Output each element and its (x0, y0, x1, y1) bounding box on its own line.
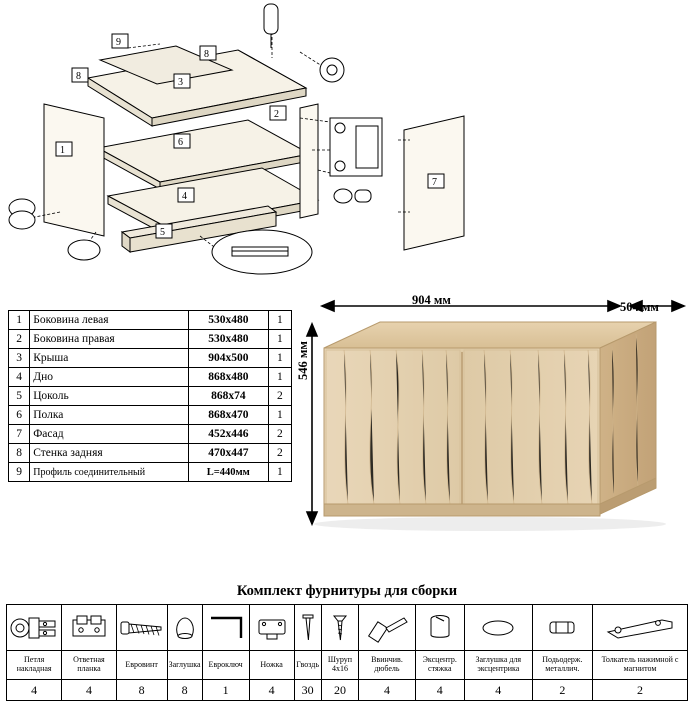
euro-key-icon (203, 608, 249, 648)
part-size: 470х447 (188, 444, 268, 463)
part-number: 8 (9, 444, 30, 463)
hinge-plate-icon (65, 608, 113, 648)
hardware-icon-cell (7, 605, 62, 651)
svg-text:6: 6 (178, 137, 183, 148)
cam-cap-icon (476, 608, 520, 648)
hardware-qty: 4 (62, 680, 116, 701)
cap-icon (168, 608, 202, 648)
exploded-assembly-diagram (0, 0, 694, 282)
cabinet-depth-label: 504 мм (620, 300, 659, 314)
hardware-name: Евроключ (202, 651, 249, 680)
cabinet-height-label: 546 мм (296, 341, 310, 380)
part-size: 452х446 (188, 425, 268, 444)
part-qty: 1 (268, 330, 291, 349)
part-number: 1 (9, 311, 30, 330)
hardware-qty: 2 (532, 680, 592, 701)
hardware-name: Ножка (249, 651, 294, 680)
part-qty: 2 (268, 444, 291, 463)
hardware-icon-cell (415, 605, 464, 651)
part-qty: 1 (268, 368, 291, 387)
hardware-qty: 2 (593, 680, 688, 701)
svg-text:8: 8 (76, 71, 81, 82)
part-name: Цоколь (30, 387, 189, 406)
hardware-kit-title: Комплект фурнитуры для сборки (236, 583, 458, 599)
cam-lock-icon (423, 608, 457, 648)
hardware-qty: 4 (7, 680, 62, 701)
hardware-icon-cell (116, 605, 167, 651)
hardware-name: Петля накладная (7, 651, 62, 680)
part-number: 7 (9, 425, 30, 444)
svg-text:3: 3 (178, 77, 183, 88)
part-number: 9 (9, 463, 30, 482)
table-row (9, 406, 292, 425)
part-size: 868х470 (188, 406, 268, 425)
euro-screw-icon (117, 608, 167, 648)
part-name: Крыша (30, 349, 189, 368)
part-name: Боковина левая (30, 311, 189, 330)
hardware-name: Толкатель нажимной с магнитом (593, 651, 688, 680)
part-size: 904х500 (188, 349, 268, 368)
hardware-names-row (7, 651, 688, 680)
part-size: 530х480 (188, 330, 268, 349)
part-number: 3 (9, 349, 30, 368)
parts-table (8, 310, 292, 482)
table-row (9, 444, 292, 463)
dowel-screw-icon (362, 608, 412, 648)
part-number: 6 (9, 406, 30, 425)
part-number: 5 (9, 387, 30, 406)
hardware-icons-row (7, 605, 688, 651)
magnet-holder-icon (542, 608, 582, 648)
hardware-qty: 4 (415, 680, 464, 701)
part-qty: 2 (268, 387, 291, 406)
hardware-icon-cell (202, 605, 249, 651)
part-name: Стенка задняя (30, 444, 189, 463)
cabinet-render (300, 288, 690, 543)
table-row (9, 330, 292, 349)
hardware-name: Заглушка (167, 651, 202, 680)
hardware-icon-cell (249, 605, 294, 651)
svg-text:2: 2 (274, 109, 279, 120)
svg-text:5: 5 (160, 227, 165, 238)
part-size: L=440мм (188, 463, 268, 482)
part-qty: 1 (268, 463, 291, 482)
hardware-icon-cell (359, 605, 415, 651)
hinge-overlay-icon (9, 608, 59, 648)
part-name: Дно (30, 368, 189, 387)
part-size: 868х480 (188, 368, 268, 387)
part-number: 4 (9, 368, 30, 387)
svg-text:9: 9 (116, 37, 121, 48)
hardware-qty: 4 (464, 680, 532, 701)
hardware-qty-row (7, 680, 688, 701)
hardware-name: Подьодерж. металлич. (532, 651, 592, 680)
table-row (9, 463, 292, 482)
part-size: 530х480 (188, 311, 268, 330)
part-name: Полка (30, 406, 189, 425)
hardware-qty: 4 (359, 680, 415, 701)
hardware-qty: 1 (202, 680, 249, 701)
hardware-name: Ввинчив. дюбель (359, 651, 415, 680)
nail-icon (295, 608, 321, 648)
hardware-qty: 8 (116, 680, 167, 701)
screw-icon (325, 608, 355, 648)
parts-table-body (9, 311, 292, 482)
hardware-icon-cell (321, 605, 359, 651)
svg-text:4: 4 (182, 191, 187, 202)
hardware-icon-cell (464, 605, 532, 651)
part-qty: 1 (268, 406, 291, 425)
hardware-qty: 8 (167, 680, 202, 701)
part-name: Фасад (30, 425, 189, 444)
hardware-qty: 4 (249, 680, 294, 701)
svg-text:1: 1 (60, 145, 65, 156)
hardware-icon-cell (532, 605, 592, 651)
part-size: 868х74 (188, 387, 268, 406)
table-row (9, 349, 292, 368)
svg-text:8: 8 (204, 49, 209, 60)
hardware-kit-table (6, 604, 688, 701)
hardware-name: Гвоздь (294, 651, 321, 680)
part-name: Боковина правая (30, 330, 189, 349)
part-qty: 1 (268, 349, 291, 368)
hardware-icon-cell (62, 605, 116, 651)
hardware-name: Эксцентр. стяжка (415, 651, 464, 680)
hardware-name: Ответная планка (62, 651, 116, 680)
magnet-pusher-icon (602, 608, 678, 648)
hardware-icon-cell (593, 605, 688, 651)
cabinet-width-label: 904 мм (412, 293, 451, 307)
hardware-qty: 20 (321, 680, 359, 701)
leg-icon (250, 608, 294, 648)
table-row (9, 387, 292, 406)
table-row (9, 425, 292, 444)
hardware-name: Заглушка для эксцентрика (464, 651, 532, 680)
hardware-icon-cell (294, 605, 321, 651)
part-name: Профиль соединительный (30, 463, 189, 482)
hardware-name: Шуруп 4х16 (321, 651, 359, 680)
table-row (9, 311, 292, 330)
part-qty: 2 (268, 425, 291, 444)
part-number: 2 (9, 330, 30, 349)
part-qty: 1 (268, 311, 291, 330)
hardware-qty: 30 (294, 680, 321, 701)
svg-text:7: 7 (432, 177, 437, 188)
hardware-icon-cell (167, 605, 202, 651)
hardware-name: Евровинт (116, 651, 167, 680)
table-row (9, 368, 292, 387)
